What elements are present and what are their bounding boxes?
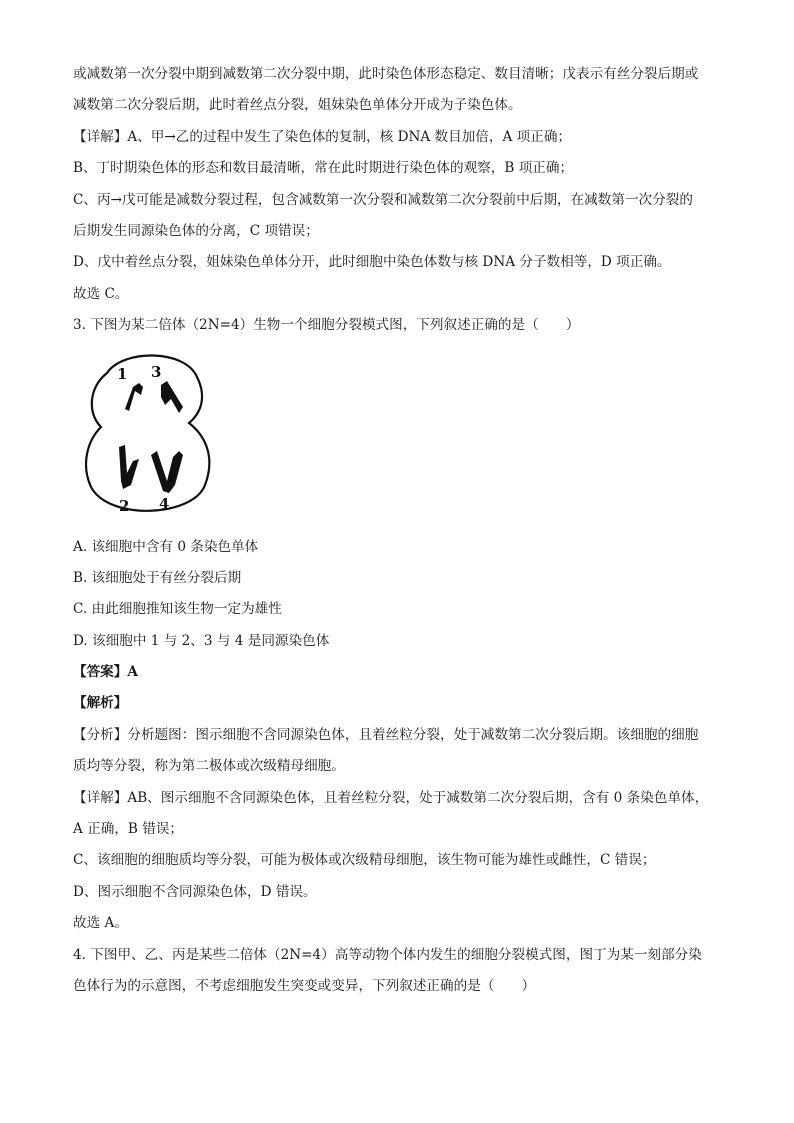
cell-division-figure <box>79 347 728 525</box>
analysis-line: 【分析】分析题图：图示细胞不含同源染色体，且着丝粒分裂，处于减数第二次分裂后期。该细胞的细胞 <box>73 726 699 743</box>
question-4-stem-line: 4. 下图甲、乙、丙是某些二倍体（2N=4）高等动物个体内发生的细胞分裂模式图，图丁为某一刻部分染 <box>73 946 702 963</box>
question-3-stem: 3. 下图为某二倍体（2N=4）生物一个细胞分裂模式图，下列叙述正确的是（ ） <box>73 317 580 334</box>
answer-label: 【答案】A <box>73 664 138 681</box>
option-d: D. 该细胞中 1 与 2、3 与 4 是同源染色体 <box>73 632 330 649</box>
option-b: B. 该细胞处于有丝分裂后期 <box>73 569 242 586</box>
paragraph-line: 后期发生同源染色体的分离，C 项错误； <box>73 222 319 239</box>
analysis-header: 【解析】 <box>73 695 128 712</box>
cell-membrane <box>86 355 209 510</box>
paragraph-line: C、丙→戊可能是减数分裂过程，包含减数第一次分裂和减数第二次分裂前中后期，在减数第一次分裂的 <box>73 191 693 208</box>
paragraph-line: D、戊中着丝点分裂，姐妹染色单体分开，此时细胞中染色体数与核 DNA 分子数相等，D 项正确。 <box>73 254 671 271</box>
question-4-stem-line: 色体行为的示意图，不考虑细胞发生突变或变异，下列叙述正确的是（ ） <box>73 977 536 994</box>
chromosome-4 <box>151 451 183 493</box>
option-a: A. 该细胞中含有 0 条染色单体 <box>73 538 259 555</box>
analysis-line: 故选 A。 <box>73 915 128 932</box>
paragraph-line: 故选 C。 <box>73 285 129 302</box>
figure-label-2: 2 <box>119 496 130 515</box>
figure-label-3: 3 <box>151 362 162 381</box>
analysis-line: D、图示细胞不含同源染色体，D 错误。 <box>73 883 317 900</box>
figure-label-4: 4 <box>159 494 170 513</box>
figure-label-1: 1 <box>117 364 128 383</box>
analysis-line: 质均等分裂，称为第二极体或次级精母细胞。 <box>73 758 345 775</box>
option-c: C. 由此细胞推知该生物一定为雄性 <box>73 601 282 618</box>
analysis-line: 【详解】AB、图示细胞不含同源染色体，且着丝粒分裂，处于减数第二次分裂后期，含有 0 条染色单体， <box>73 789 709 806</box>
chromosome-3 <box>161 381 183 413</box>
analysis-line: C、该细胞的细胞质均等分裂，可能为极体或次级精母细胞，该生物可能为雄性或雌性，C 错误； <box>73 852 656 869</box>
chromosome-1 <box>125 383 143 411</box>
paragraph-line: B、丁时期染色体的形态和数目最清晰，常在此时期进行染色体的观察，B 项正确； <box>73 160 574 177</box>
paragraph-line: 减数第二次分裂后期，此时着丝点分裂，姐妹染色单体分开成为子染色体。 <box>73 97 522 114</box>
paragraph-line: 或减数第一次分裂中期到减数第二次分裂中期，此时染色体形态稳定、数目清晰；戊表示有丝分裂后期或 <box>73 66 699 82</box>
chromosome-2 <box>119 445 139 489</box>
paragraph-line: 【详解】A、甲→乙的过程中发生了染色体的复制，核 DNA 数目加倍，A 项正确； <box>73 128 572 145</box>
document-page <box>73 64 728 1007</box>
cell-division-diagram <box>79 347 219 525</box>
analysis-line: A 正确，B 错误； <box>73 821 184 838</box>
